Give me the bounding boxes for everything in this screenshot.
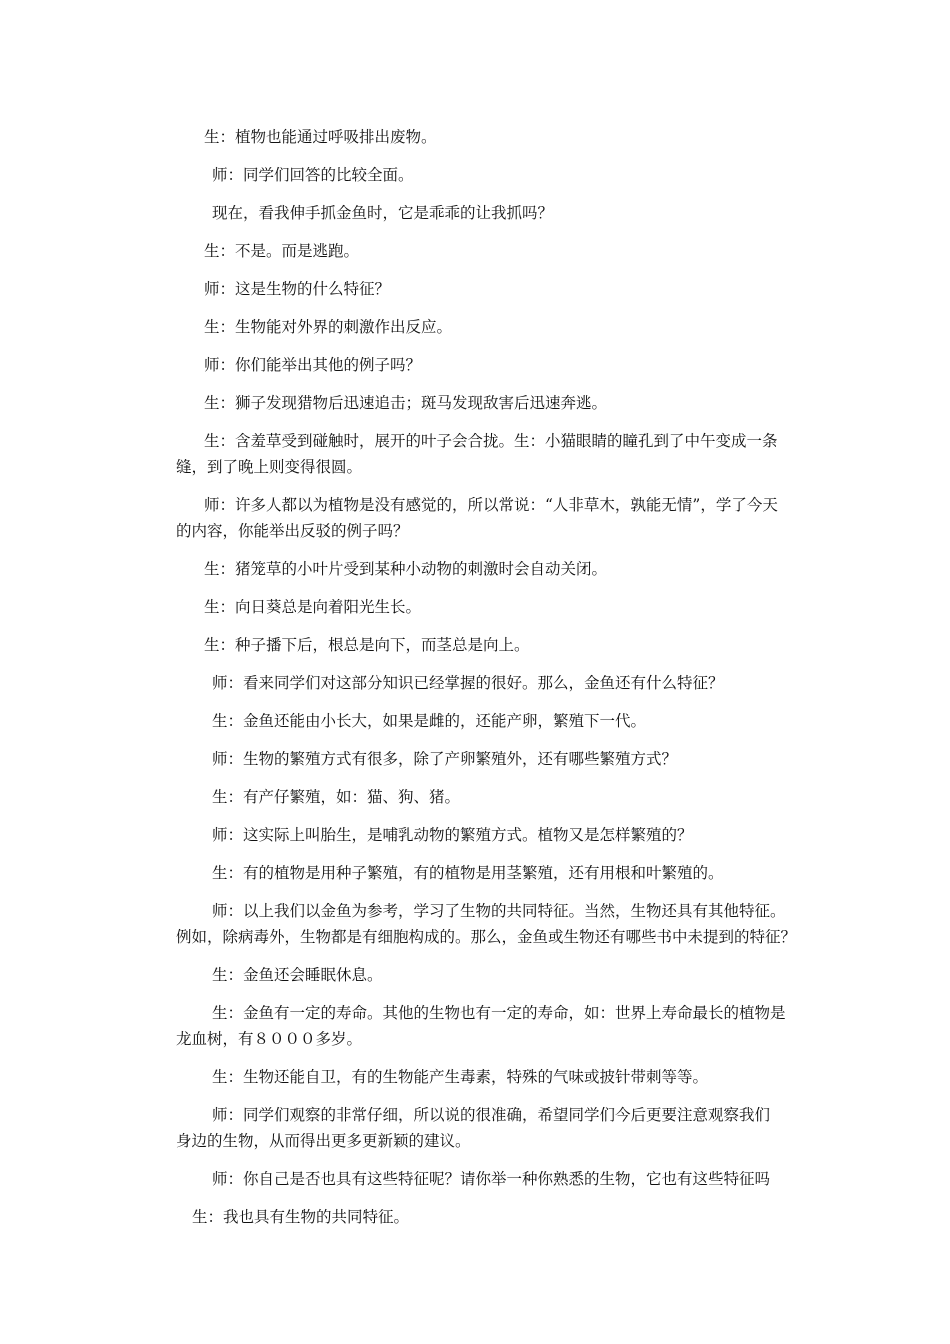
text-line: 生：不是。而是逃跑。 xyxy=(204,242,360,260)
text-line: 师：以上我们以金鱼为参考，学习了生物的共同特征。当然，生物还具有其他特征。 xyxy=(212,902,786,920)
text-line: 生：含羞草受到碰触时，展开的叶子会合拢。生：小猫眼睛的瞳孔到了中午变成一条 xyxy=(204,432,778,450)
text-line: 师：这实际上叫胎生，是哺乳动物的繁殖方式。植物又是怎样繁殖的？ xyxy=(212,826,693,844)
text-line: 缝，到了晚上则变得很圆。 xyxy=(176,458,363,476)
text-line: 生：植物也能通过呼吸排出废物。 xyxy=(204,128,437,146)
text-line: 师：看来同学们对这部分知识已经掌握的很好。那么，金鱼还有什么特征？ xyxy=(212,674,724,692)
text-line: 生：有的植物是用种子繁殖，有的植物是用茎繁殖，还有用根和叶繁殖的。 xyxy=(212,864,724,882)
text-line: 身边的生物，从而得出更多更新颖的建议。 xyxy=(176,1132,471,1150)
text-line: 生：我也具有生物的共同特征。 xyxy=(192,1208,410,1226)
text-line: 生：生物还能自卫，有的生物能产生毒素，特殊的气味或披针带刺等等。 xyxy=(212,1068,709,1086)
text-line: 的内容，你能举出反驳的例子吗？ xyxy=(176,522,409,540)
text-line: 生：生物能对外界的刺激作出反应。 xyxy=(204,318,453,336)
text-line: 师：同学们观察的非常仔细，所以说的很准确，希望同学们今后更要注意观察我们 xyxy=(212,1106,771,1124)
text-line: 生：狮子发现猎物后迅速追击；斑马发现敌害后迅速奔逃。 xyxy=(204,394,608,412)
text-line: 师：你们能举出其他的例子吗？ xyxy=(204,356,422,374)
text-line: 师：生物的繁殖方式有很多，除了产卵繁殖外，还有哪些繁殖方式？ xyxy=(212,750,678,768)
text-line: 生：种子播下后，根总是向下，而茎总是向上。 xyxy=(204,636,530,654)
text-line: 生：金鱼还能由小长大，如果是雌的，还能产卵，繁殖下一代。 xyxy=(212,712,647,730)
text-line: 生：金鱼有一定的寿命。其他的生物也有一定的寿命，如：世界上寿命最长的植物是 xyxy=(212,1004,786,1022)
text-line: 生：有产仔繁殖，如：猫、狗、猪。 xyxy=(212,788,461,806)
text-line: 例如，除病毒外，生物都是有细胞构成的。那么，金鱼或生物还有哪些书中未提到的特征？ xyxy=(176,928,797,946)
text-line: 师：你自己是否也具有这些特征呢？请你举一种你熟悉的生物，它也有这些特征吗 xyxy=(212,1170,771,1188)
text-line: 师：同学们回答的比较全面。 xyxy=(212,166,414,184)
text-line: 现在，看我伸手抓金鱼时，它是乖乖的让我抓吗？ xyxy=(212,204,554,222)
text-line: 生：猪笼草的小叶片受到某种小动物的刺激时会自动关闭。 xyxy=(204,560,608,578)
text-line: 生：向日葵总是向着阳光生长。 xyxy=(204,598,422,616)
text-line: 生：金鱼还会睡眠休息。 xyxy=(212,966,383,984)
text-line: 师：这是生物的什么特征？ xyxy=(204,280,391,298)
text-line: 师：许多人都以为植物是没有感觉的，所以常说：“人非草木，孰能无情”，学了今天 xyxy=(204,496,778,514)
text-line: 龙血树，有８０００多岁。 xyxy=(176,1030,363,1048)
